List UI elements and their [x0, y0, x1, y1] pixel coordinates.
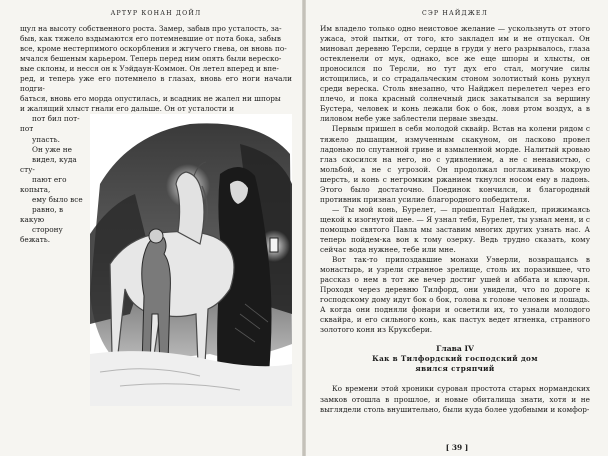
illustration-drawing [90, 114, 292, 406]
right-running-head: СЭР НАЙДЖЕЛ [422, 10, 488, 17]
left-line-5: вые склоны, и несся он к Уэйдаун-Коммон. Он летел вперед и впе- [20, 64, 279, 74]
chapter-first-paragraph: Ко времени этой хроники суровая простота старых нормандских замков отошла в прошлое, и новые обиталища знати, хотя и не выглядели столь внушительно, были куда более удобными и комфор- [320, 384, 590, 414]
narrow-line-3: видел, куда сту- [20, 154, 77, 174]
chapter-number: Глава IV [436, 344, 474, 354]
left-line-3: все, кроме нестерпимого оскорбления и жгучего гнева, он вновь по- [20, 44, 287, 54]
left-line-6: ред, и теперь уже его потемнело в глазах, вновь его ноги начали подги- [20, 74, 292, 94]
chapter-title-line-1: Как в Тилфордский господский дом [372, 354, 538, 364]
paragraph-1: Им владело только одно неистовое желание — ускользнуть от этого ужаса, этой пытки, от того, кто закладел им и не отпускал. Он миновал деревню Терсли, сердце в груди у него разрывалось, глаза остекленели от мук, однако, все же еще шпоры и хлысты, он проносился по Терсли, но тут дух его стал, могучие силы истощились, и со страдальческим стоном золотистый конь рухнул среди вереска. Столь внезапно, что Найджел перелетел через его плечо, и пока красный солнечный диск закатывался за вершину Бустера, человек и конь лежали бок о бок, ловя ртом воздух, а в лиловом небе уже заблестели первые звезды. [320, 24, 590, 124]
paragraph-2: Первым пришел в себя молодой сквайр. Встав на колени рядом с тяжело дышащим, измученным скакуном, он ласково провел ладонью по спутанной гриве и взмыленной морде. Налитый кровью глаз скосился на него, но с удивлением, а не с ненавистью, с мольбой, а не с угрозой. Он продолжал поглаживать мокрую шерсть, и конь с негромким ржанием ткнулся носом ему в ладонь. Этого было достаточно. Поединок кончился, и благородный противник признал усилие благородного победителя. [320, 124, 590, 204]
paragraph-3: — Ты мой конь, Бурелет, — прошептал Найджел, прижимаясь щекой к изогнутой шее. — Я узнал тебя, Бурелет, ты узнал меня, и с помощью святого Павла мы заставим многих других узнать нас. А теперь пойдем-ка вон к тому озерку. Ведь трудно сказать, кому сейчас вода нужнее, тебе или мне. [320, 204, 590, 255]
narrow-line-4: пают его копыта, [20, 174, 67, 194]
narrow-line-7: сторону бежать. [20, 224, 63, 244]
left-page [0, 0, 302, 456]
paragraph-4: Вот так-то припоздавшие монахи Уэверли, возвращаясь в монастырь, и узрели странное зрелище, столь их поразившее, что рассказ о нем в тот же вечер достиг ушей и аббата и ключаря. Проходя через деревню Тилфорд, они увидели, что по дороге к господскому дому идут бок о бок, голова к голове человек и лошадь. А когда они подняли фонари и осветили их, то узнали молодого сквайра, и его сильного конь, как пастух ведет ягненка, странного золотого коня из Круксбери. [320, 255, 590, 335]
narrow-line-1: упасть. [32, 134, 60, 144]
chapter-heading [320, 343, 590, 374]
left-line-2: быв, как тяжело вздымаются его потемневшие от пота бока, забыв [20, 34, 281, 44]
narrow-line-6: равно, в какую [20, 204, 64, 224]
narrow-line-2: Он уже не [32, 144, 72, 154]
left-line-1: щул на высоту собственного роста. Замер, забыв про усталость, за- [20, 24, 282, 33]
chapter-opening [320, 384, 590, 414]
left-line-4: мчался бешеным карьером. Теперь перед ним опять были вереско- [20, 54, 282, 64]
narrow-line-5: ему было все [32, 194, 83, 204]
left-text-body [20, 24, 292, 114]
narrow-text-column [20, 114, 86, 245]
left-running-head: АРТУР КОНАН ДОЙЛ [110, 10, 202, 17]
narrow-line-0: пот бил пот-пот [20, 114, 80, 134]
right-text-body [320, 24, 590, 335]
horse-and-monks-illustration [90, 114, 292, 406]
right-page [306, 0, 608, 456]
left-line-7: баться, вновь его морда опустилась, и всадник не жалел ни шпоры [20, 94, 281, 104]
left-line-8: и жалящий хлыст гнали его дальше. Он от усталости и [20, 104, 235, 114]
chapter-title-line-2: явился стряпчий [415, 364, 495, 374]
page-number: [ 39 ] [445, 443, 469, 452]
